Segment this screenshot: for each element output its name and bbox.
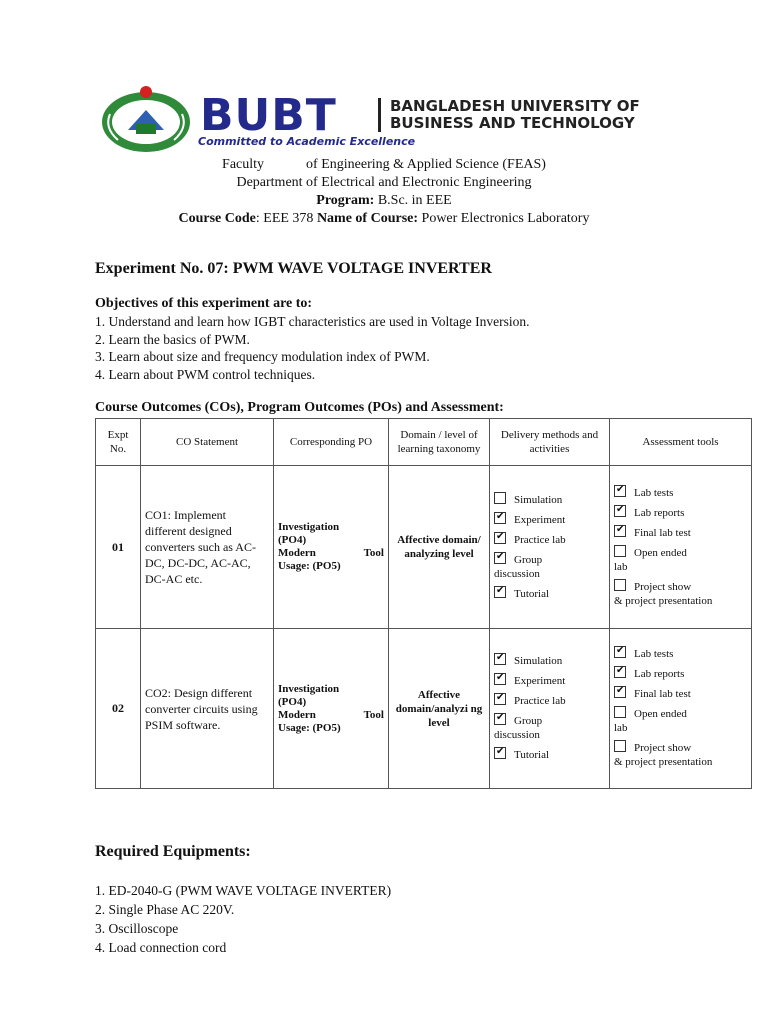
- option-label-cont: lab: [614, 722, 628, 734]
- po-word: Modern: [278, 708, 316, 721]
- option-label: Lab reports: [634, 668, 685, 680]
- checked-box-icon[interactable]: ✔: [616, 483, 625, 495]
- option-label-cont: discussion: [494, 729, 540, 741]
- po-word: Modern: [278, 547, 316, 559]
- checked-box-icon[interactable]: ✔: [496, 584, 505, 596]
- course-name-label: Name of Course:: [316, 211, 419, 226]
- objectives-list: [95, 313, 530, 383]
- experiment-title: Experiment No. 07: PWM WAVE VOLTAGE INVERTER: [95, 260, 492, 277]
- co-po-heading: Course Outcomes (COs), Program Outcomes (POs) and Assessment:: [95, 400, 504, 415]
- delivery-option: [494, 532, 605, 547]
- option-label: Simulation: [514, 655, 563, 667]
- option-label: Lab tests: [634, 648, 674, 660]
- course-name-value: Power Electronics Laboratory: [418, 211, 590, 226]
- equipment-heading: Required Equipments:: [95, 843, 251, 860]
- option-label: Open ended: [634, 546, 687, 559]
- checked-box-icon[interactable]: ✔: [496, 550, 505, 562]
- option-label-cont: lab: [614, 560, 628, 573]
- table-row: [96, 466, 752, 629]
- delivery-option: [494, 693, 605, 708]
- objective-item: 2. Learn the basics of PWM.: [95, 331, 250, 347]
- objective-item: 3. Learn about size and frequency modulation index of PWM.: [95, 349, 430, 364]
- option-label-cont: & project presentation: [614, 594, 713, 607]
- po-line: (PO4): [278, 695, 307, 708]
- po-line: Investigation: [278, 682, 340, 695]
- course-line: [0, 210, 768, 228]
- option-label: Project show: [634, 580, 692, 593]
- option-label-cont: & project presentation: [614, 756, 713, 768]
- unchecked-box-icon[interactable]: [614, 706, 626, 718]
- table-header-row: [96, 419, 752, 466]
- unchecked-box-icon[interactable]: [494, 492, 506, 504]
- checked-box-icon[interactable]: ✔: [496, 652, 505, 663]
- checked-box-icon[interactable]: ✔: [616, 645, 625, 656]
- program-label: Program:: [316, 193, 375, 208]
- course-code-value: : EEE 378: [255, 211, 317, 226]
- assessment-option: [614, 740, 747, 769]
- checked-box-icon[interactable]: ✔: [496, 692, 505, 703]
- po-cell: [274, 466, 389, 629]
- delivery-option: [494, 653, 605, 668]
- brand-logo: BUBT: [200, 90, 337, 141]
- objectives-heading: Objectives of this experiment are to:: [95, 296, 313, 311]
- po-line: [278, 709, 384, 722]
- option-label: Group: [514, 553, 543, 566]
- po-cell: [274, 629, 389, 789]
- delivery-cell: [490, 466, 610, 629]
- university-tagline: Committed to Academic Excellence: [198, 135, 416, 148]
- col-header-domain: Domain / level of learning taxonomy: [389, 419, 490, 466]
- po-line: [278, 547, 384, 560]
- option-label: Open ended: [634, 708, 687, 720]
- assessment-option: [614, 579, 747, 608]
- equipment-item: 3. Oscilloscope: [95, 921, 179, 936]
- co-po-table: [95, 418, 752, 789]
- course-code-label: Course Code: [178, 211, 256, 226]
- assessment-option: [614, 485, 747, 500]
- option-label: Practice lab: [514, 533, 566, 546]
- assessment-option: [614, 525, 747, 540]
- assessment-option: [614, 666, 747, 681]
- assessment-option: [614, 706, 747, 735]
- equipment-item: 4. Load connection cord: [95, 940, 227, 955]
- checked-box-icon[interactable]: ✔: [496, 530, 505, 542]
- faculty-line: Faculty of Engineering & Applied Science (FEAS): [222, 157, 546, 172]
- expt-no-cell: 01: [96, 466, 141, 629]
- option-label: Project show: [634, 742, 692, 754]
- po-line: Usage: (PO5): [278, 721, 341, 734]
- checked-box-icon[interactable]: ✔: [616, 685, 625, 696]
- delivery-option: [494, 713, 605, 742]
- col-header-delivery: Delivery methods and activities: [490, 419, 610, 466]
- assessment-option: [614, 646, 747, 661]
- option-label: Tutorial: [514, 749, 550, 761]
- expt-no-cell: 02: [96, 629, 141, 789]
- po-line: Investigation: [278, 521, 340, 533]
- co-statement-cell: CO1: Implement different designed converters such as AC-DC, DC-DC, AC-AC, DC-AC etc.: [141, 466, 274, 629]
- delivery-option: [494, 492, 605, 507]
- option-label: Lab reports: [634, 506, 685, 519]
- col-header-corresponding-po: Corresponding PO: [274, 419, 389, 466]
- checked-box-icon[interactable]: ✔: [496, 712, 505, 723]
- option-label: Tutorial: [514, 587, 550, 600]
- program-line: [0, 192, 768, 210]
- assessment-option: [614, 686, 747, 701]
- objective-item: 1. Understand and learn how IGBT characteristics are used in Voltage Inversion.: [95, 314, 530, 329]
- po-line: (PO4): [278, 534, 307, 546]
- option-label: Lab tests: [634, 486, 674, 499]
- po-line: Usage: (PO5): [278, 560, 341, 572]
- university-name: BANGLADESH UNIVERSITY OF BUSINESS AND TECHNOLOGY: [390, 97, 640, 132]
- checked-box-icon[interactable]: ✔: [496, 510, 505, 522]
- delivery-option: [494, 552, 605, 581]
- col-header-expt-no: Expt No.: [96, 419, 141, 466]
- checked-box-icon[interactable]: ✔: [616, 503, 625, 515]
- checked-box-icon[interactable]: ✔: [496, 672, 505, 683]
- option-label-cont: discussion: [494, 567, 540, 580]
- unchecked-box-icon[interactable]: [614, 545, 626, 557]
- checked-box-icon[interactable]: ✔: [616, 523, 625, 535]
- assessment-option: [614, 505, 747, 520]
- delivery-option: [494, 747, 605, 762]
- delivery-option: [494, 586, 605, 601]
- unchecked-box-icon[interactable]: [614, 579, 626, 591]
- checked-box-icon[interactable]: ✔: [616, 665, 625, 676]
- option-label: Practice lab: [514, 695, 566, 707]
- assessment-option: [614, 545, 747, 574]
- option-label: Simulation: [514, 493, 563, 506]
- option-label: Experiment: [514, 675, 566, 687]
- option-label: Final lab test: [634, 526, 691, 539]
- objective-item: 4. Learn about PWM control techniques.: [95, 366, 316, 382]
- co-statement-cell: CO2: Design different converter circuits using PSIM software.: [141, 629, 274, 789]
- delivery-cell: [490, 629, 610, 789]
- equipment-item: 2. Single Phase AC 220V.: [95, 902, 235, 917]
- university-seal-icon: [98, 84, 194, 154]
- po-word: Tool: [363, 708, 384, 721]
- col-header-co-statement: CO Statement: [141, 419, 274, 466]
- department-line: Department of Electrical and Electronic Engineering: [236, 175, 532, 190]
- assessment-cell: [610, 629, 752, 789]
- domain-cell: Affective domain/ analyzing level: [389, 466, 490, 629]
- course-info: [0, 156, 768, 228]
- col-header-assessment: Assessment tools: [610, 419, 752, 466]
- po-word: Tool: [363, 547, 384, 559]
- delivery-option: [494, 673, 605, 688]
- brand-divider: [378, 98, 381, 132]
- university-header: [98, 84, 718, 154]
- equipment-list: [95, 881, 391, 957]
- delivery-option: [494, 512, 605, 527]
- domain-cell: Affective domain/analyzi ng level: [389, 629, 490, 789]
- checked-box-icon[interactable]: ✔: [496, 746, 505, 757]
- equipment-item: 1. ED-2040-G (PWM WAVE VOLTAGE INVERTER): [95, 883, 392, 898]
- option-label: Final lab test: [634, 688, 691, 700]
- program-value: B.Sc. in EEE: [374, 193, 452, 208]
- unchecked-box-icon[interactable]: [614, 740, 626, 752]
- assessment-cell: [610, 466, 752, 629]
- table-row: [96, 629, 752, 789]
- option-label: Experiment: [514, 513, 566, 526]
- option-label: Group: [514, 715, 543, 727]
